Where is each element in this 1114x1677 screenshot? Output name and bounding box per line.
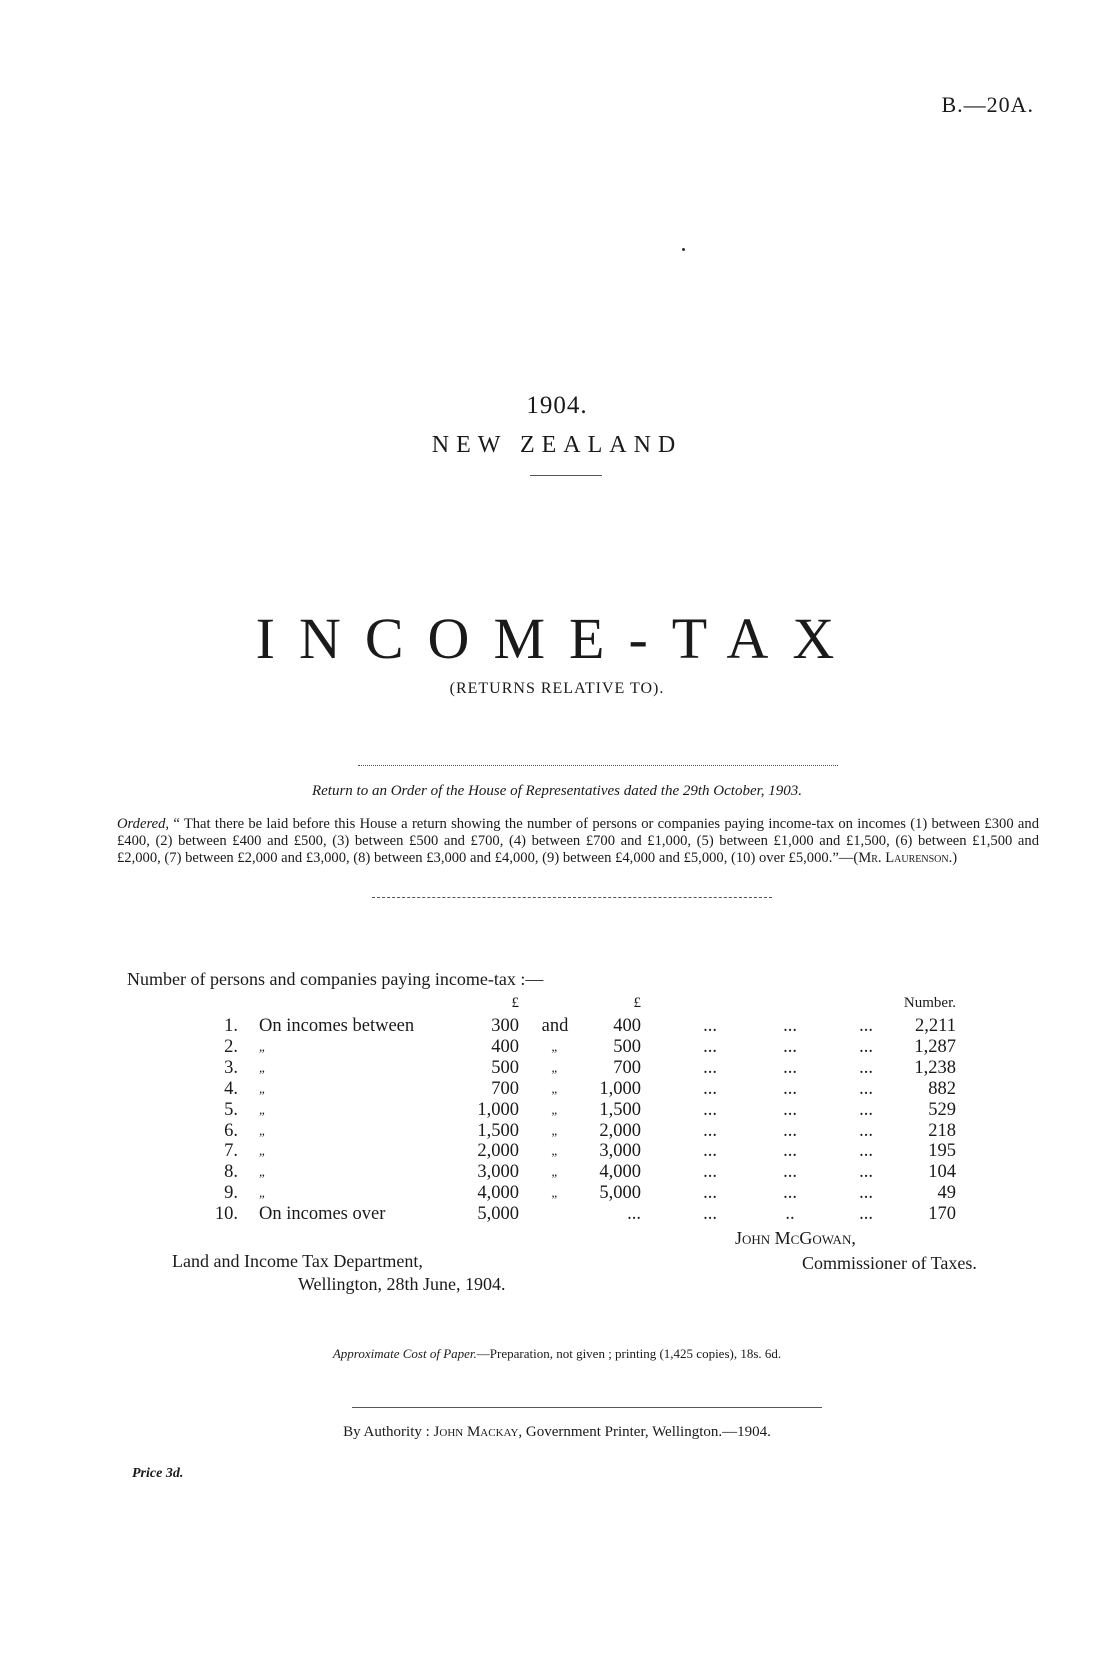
table-row xyxy=(0,1140,1114,1162)
person-count: 218 xyxy=(928,1120,956,1141)
table-row xyxy=(0,1120,1114,1142)
leader-dots: ... xyxy=(703,1078,717,1099)
leader-dots: .. xyxy=(785,1204,795,1225)
authority-suffix: , Government Printer, Wellington.—1904. xyxy=(518,1424,771,1440)
leader-dots: ... xyxy=(703,1099,717,1120)
divider-rule xyxy=(372,897,772,898)
currency-to-header: £ xyxy=(633,995,641,1011)
person-count: 195 xyxy=(928,1141,956,1162)
leader-dots: ... xyxy=(703,1120,717,1141)
leader-dots: ... xyxy=(859,1162,873,1183)
income-from: 400 xyxy=(491,1036,519,1057)
leader-dots: ... xyxy=(703,1183,717,1204)
short-rule xyxy=(530,475,602,476)
leader-dots: ... xyxy=(783,1162,797,1183)
income-from: 300 xyxy=(491,1016,519,1036)
table-row xyxy=(0,1161,1114,1183)
leader-dots: ... xyxy=(783,1120,797,1141)
person-count: 1,238 xyxy=(914,1057,956,1078)
row-number: 7. xyxy=(224,1141,238,1162)
person-count: 170 xyxy=(928,1204,956,1225)
table-row xyxy=(0,1182,1114,1204)
leader-dots: ... xyxy=(859,1120,873,1141)
range-separator: „ xyxy=(551,1038,559,1054)
income-from: 700 xyxy=(491,1078,519,1099)
leader-dots: ... xyxy=(859,1204,873,1225)
income-label: „ xyxy=(259,1164,267,1180)
row-number: 10. xyxy=(214,1204,238,1225)
leader-dots: ... xyxy=(859,1183,873,1204)
row-number: 3. xyxy=(224,1057,238,1078)
authority-line xyxy=(0,1424,1114,1441)
table-row xyxy=(0,1203,1114,1225)
income-to: 1,000 xyxy=(599,1078,641,1099)
income-from: 3,000 xyxy=(477,1162,519,1183)
income-label: „ xyxy=(259,1101,267,1117)
table-row xyxy=(0,1078,1114,1100)
leader-dots: ... xyxy=(783,1183,797,1204)
cost-label: Approximate Cost of Paper. xyxy=(332,1346,477,1361)
authority-prefix: By Authority : xyxy=(343,1424,430,1440)
row-number: 9. xyxy=(224,1183,238,1204)
currency-from-header: £ xyxy=(511,995,519,1011)
row-number: 5. xyxy=(224,1099,238,1120)
order-text: “ That there be laid before this House a return showing the number of persons or companies paying income-tax on incomes (1) between £300 and £400, (2) between £400 and £500, (3) between £500 and £700, (4) between £700 and £1,000, (5) between £1,000 and £1,500, (6) between £1,500 and £2,000, (7) between £2,000 and £3,000, (8) between £3,000 and £4,000, (9) between £4,000 and £5,000, (10) over £5,000.”—( xyxy=(117,816,1039,866)
range-separator: „ xyxy=(551,1164,559,1180)
row-number: 1. xyxy=(224,1016,238,1036)
signatory-title: Commissioner of Taxes. xyxy=(802,1253,977,1273)
income-label: On incomes between xyxy=(259,1016,415,1036)
leader-dots: ... xyxy=(703,1036,717,1057)
income-to: 500 xyxy=(613,1036,641,1057)
page-title: INCOME-TAX xyxy=(255,606,859,671)
page-subtitle: (RETURNS RELATIVE TO). xyxy=(449,680,665,697)
row-number: 6. xyxy=(224,1120,238,1141)
range-separator: „ xyxy=(551,1143,559,1159)
leader-dots: ... xyxy=(859,1078,873,1099)
person-count: 529 xyxy=(928,1099,956,1120)
signatory-name: John McGowan, xyxy=(735,1228,856,1248)
range-separator: „ xyxy=(551,1101,559,1117)
income-to: 2,000 xyxy=(599,1120,641,1141)
leader-dots: ... xyxy=(703,1141,717,1162)
person-count: 1,287 xyxy=(914,1036,956,1057)
leader-dots: ... xyxy=(859,1141,873,1162)
order-closing: .) xyxy=(948,850,958,866)
ink-speck xyxy=(682,248,685,251)
income-to: 1,500 xyxy=(599,1099,641,1120)
range-separator: „ xyxy=(551,1080,559,1096)
income-to: 700 xyxy=(613,1057,641,1078)
leader-dots: ... xyxy=(783,1057,797,1078)
return-order-line: Return to an Order of the House of Representatives dated the 29th October, 1903. xyxy=(311,783,803,799)
table-header-row xyxy=(0,992,1114,1014)
income-label: „ xyxy=(259,1143,267,1159)
income-label: „ xyxy=(259,1185,267,1201)
leader-dots: ... xyxy=(703,1057,717,1078)
cost-text: —Preparation, not given ; printing (1,425 copies), 18s. 6d. xyxy=(476,1346,782,1361)
country-heading: NEW ZEALAND xyxy=(431,432,683,458)
income-from: 1,000 xyxy=(477,1099,519,1120)
printer-name: John Mackay xyxy=(433,1424,519,1440)
order-lead: Ordered, xyxy=(117,816,170,832)
person-count: 2,211 xyxy=(915,1016,956,1036)
income-label: „ xyxy=(259,1122,267,1138)
publication-year: 1904. xyxy=(526,392,588,419)
income-from: 1,500 xyxy=(477,1120,519,1141)
table-row xyxy=(0,1057,1114,1079)
leader-dots: ... xyxy=(859,1057,873,1078)
leader-dots: ... xyxy=(783,1141,797,1162)
range-separator: „ xyxy=(551,1059,559,1075)
table-heading: Number of persons and companies paying income-tax :— xyxy=(127,969,544,989)
range-separator: and xyxy=(541,1016,569,1036)
income-to: ... xyxy=(627,1204,641,1225)
range-separator: „ xyxy=(551,1122,559,1138)
price-note: Price 3d. xyxy=(132,1466,184,1481)
leader-dots: ... xyxy=(859,1016,873,1036)
income-from: 5,000 xyxy=(477,1204,519,1225)
income-to: 3,000 xyxy=(599,1141,641,1162)
row-number: 8. xyxy=(224,1162,238,1183)
leader-dots: ... xyxy=(703,1204,717,1225)
leader-dots: ... xyxy=(703,1016,717,1036)
leader-dots: ... xyxy=(783,1016,797,1036)
count-header: Number. xyxy=(903,995,956,1011)
income-label: „ xyxy=(259,1059,267,1075)
income-label: „ xyxy=(259,1038,267,1054)
income-from: 2,000 xyxy=(477,1141,519,1162)
order-paragraph xyxy=(117,816,1039,867)
table-row xyxy=(0,1015,1114,1037)
person-count: 882 xyxy=(928,1078,956,1099)
cost-note xyxy=(0,1346,1114,1362)
leader-dots: ... xyxy=(859,1036,873,1057)
order-mover: Mr. Laurenson xyxy=(858,850,949,866)
leader-dots: ... xyxy=(783,1036,797,1057)
leader-dots: ... xyxy=(859,1099,873,1120)
person-count: 104 xyxy=(928,1162,956,1183)
income-label: On incomes over xyxy=(259,1204,386,1225)
document-reference: B.—20A. xyxy=(941,92,1034,117)
place-and-date: Wellington, 28th June, 1904. xyxy=(298,1274,506,1294)
row-number: 4. xyxy=(224,1078,238,1099)
footer-rule xyxy=(352,1407,822,1408)
person-count: 49 xyxy=(937,1183,956,1204)
table-row xyxy=(0,1099,1114,1121)
table-row xyxy=(0,1036,1114,1058)
income-to: 400 xyxy=(613,1016,641,1036)
income-label: „ xyxy=(259,1080,267,1096)
leader-dots: ... xyxy=(703,1162,717,1183)
income-to: 5,000 xyxy=(599,1183,641,1204)
row-number: 2. xyxy=(224,1036,238,1057)
income-to: 4,000 xyxy=(599,1162,641,1183)
leader-dots: ... xyxy=(783,1078,797,1099)
leader-dots: ... xyxy=(783,1099,797,1120)
range-separator: „ xyxy=(551,1185,559,1201)
income-from: 500 xyxy=(491,1057,519,1078)
income-from: 4,000 xyxy=(477,1183,519,1204)
decorative-rule xyxy=(358,765,838,766)
department-name: Land and Income Tax Department, xyxy=(172,1251,423,1271)
